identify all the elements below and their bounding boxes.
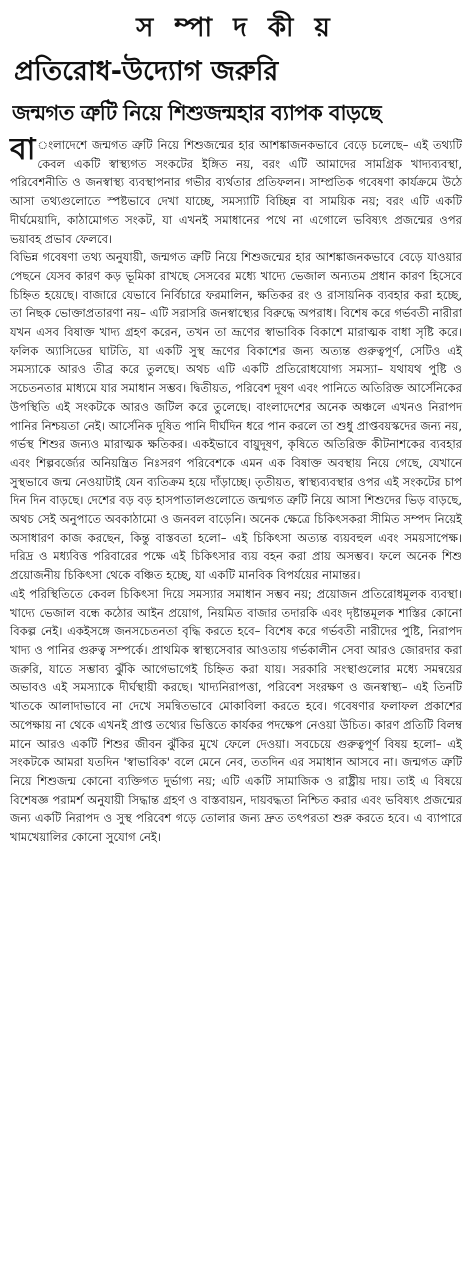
- headline: জন্মগত ত্রুটি নিয়ে শিশুজন্মহার ব্যাপক বাড়ছে: [12, 101, 381, 125]
- paragraph-3: এই পরিস্থিতিতে কেবল চিকিৎসা দিয়ে সমস্যার সমাধান সম্ভব নয়; প্রয়োজন প্রতিরোধমূলক ব্যবস্থা। খাদ্যে ভেজাল বন্ধে কঠোর আইন প্রয়োগ, নিয়মিত বাজার তদারকি এবং দৃষ্টান্তমূলক শাস্তির কোনো বিকল্প নেই। একইসঙ্গে জনসচেতনতা বৃদ্ধি করতে হবে– বিশেষ করে গর্ভবতী নারীদের পুষ্টি, নিরাপদ খাদ্য ও পানির গুরুত্ব সম্পর্কে। প্রাথমিক স্বাস্থ্যসেবার আওতায় গর্ভকালীন সেবা আরও জোরদার করা জরুরি, যাতে সম্ভাব্য ঝুঁকি আগেভাগেই চিহ্নিত করা যায়। সরকারি সংস্থাগুলোর মধ্যে সমন্বয়ের অভাবও এই সমস্যাকে দীর্ঘস্থায়ী করছে। খাদ্যনিরাপত্তা, পরিবেশ সংরক্ষণ ও জনস্বাস্থ্য– এই তিনটি খাতকে আলাদাভাবে না দেখে সমন্বিতভাবে মোকাবিলা করতে হবে। গবেষণার ফলাফল প্রকাশের অপেক্ষায় না থেকে এখনই প্রাপ্ত তথ্যের ভিত্তিতে কার্যকর পদক্ষেপ নেওয়া উচিত। কারণ প্রতিটি বিলম্ব মানে আরও একটি শিশুর জীবন ঝুঁকির মুখে ফেলে দেওয়া। সবচেয়ে গুরুত্বপূর্ণ বিষয় হলো– এই সংকটকে আমরা যতদিন 'স্বাভাবিক' বলে মেনে নেব, ততদিন এর সমাধান আসবে না। জন্মগত ত্রুটি নিয়ে শিশুজন্ম কোনো ব্যক্তিগত দুর্ভাগ্য নয়; এটি একটি সামাজিক ও রাষ্ট্রীয় দায়। তাই এ বিষয়ে বিশেষজ্ঞ পরামর্শ অনুযায়ী সিদ্ধান্ত গ্রহণ ও বাস্তবায়ন, দায়বদ্ধতা নিশ্চিত করার এবং ভবিষ্যৎ প্রজন্মের জন্য একটি নিরাপদ ও সুস্থ পরিবেশ গড়ে তোলার জন্য দ্রুত তৎপরতা শুরু করতে হবে। এ ব্যাপারে খামখেয়ালির কোনো সুযোগ নেই।: [10, 586, 462, 845]
- kicker-title: প্রতিরোধ-উদ্যোগ জরুরি: [14, 56, 279, 87]
- drop-cap: বা: [10, 132, 36, 167]
- paragraph-1-text: ংলাদেশে জন্মগত ত্রুটি নিয়ে শিশুজন্মের হার আশঙ্কাজনকভাবে বেড়ে চলেছে– এই তথ্যটি কেবল একটি স্বাস্থ্যগত সংকটের ইঙ্গিত নয়, বরং এটি আমাদের সামগ্রিক খাদ্যব্যবস্থা, পরিবেশনীতি ও জনস্বাস্থ্য ব্যবস্থাপনার গভীর ব্যর্থতার প্রতিফলন। সাম্প্রতিক গবেষণা কার্যক্রমে উঠে আসা তথ্যগুলোতে স্পষ্টভাবে দেখা যাচ্ছে, সমস্যাটি বিচ্ছিন্ন বা সাময়িক নয়; বরং এটি একটি দীর্ঘমেয়াদি, কাঠামোগত সংকট, যা এখনই সমাধানের পথে না এগোলে ভবিষ্যৎ প্রজন্মের ওপর ভয়াবহ প্রভাব ফেলবে।: [10, 138, 462, 246]
- paragraph-1: [10, 132, 462, 248]
- paragraph-2: বিভিন্ন গবেষণা তথ্য অনুযায়ী, জন্মগত ত্রুটি নিয়ে শিশুজন্মের হার আশঙ্কাজনকভাবে বেড়ে যাওয়ার পেছনে যেসব কারণ কড় ভূমিকা রাখছে সেসবের মধ্যে খাদ্যে ভেজাল অন্যতম প্রধান কারণ হিসেবে চিহ্নিত হয়েছে। বাজারে যেভাবে নির্বিচারে ফরমালিন, ক্ষতিকর রং ও রাসায়নিক ব্যবহার করা হচ্ছে, তা নিছক ভোক্তাপ্রতারণা নয়– এটি সরাসরি জনস্বাস্থ্যের বিরুদ্ধে অপরাধ। বিশেষ করে গর্ভবতী নারীরা যখন এসব বিষাক্ত খাদ্য গ্রহণ করেন, তখন তা ভ্রূণের স্বাভাবিক বিকাশে মারাত্মক বাধা সৃষ্টি করে। ফলিক অ্যাসিডের ঘাটতি, যা একটি সুস্থ ভ্রূণের বিকাশের জন্য অত্যন্ত গুরুত্বপূর্ণ, সেটিও এই সমস্যাকে আরও তীব্র করে তুলছে। অথচ এটি একটি প্রতিরোধযোগ্য সমস্যা– যথাযথ পুষ্টি ও সচেতনতার মাধ্যমে যার সমাধান সম্ভব। দ্বিতীয়ত, পরিবেশ দূষণ এবং পানিতে অতিরিক্ত আর্সেনিকের উপস্থিতি এই সংকটকে আরও জটিল করে তুলেছে। বাংলাদেশের অনেক অঞ্চলে এখনও নিরাপদ পানির নিশ্চয়তা নেই। আর্সেনিক দূষিত পানি দীর্ঘদিন ধরে পান করলে তা শুধু প্রাপ্তবয়স্কদের জন্য নয়, গর্ভস্থ শিশুর জন্যও মারাত্মক ক্ষতিকর। একইভাবে বায়ুদূষণ, কৃষিতে অতিরিক্ত কীটনাশকের ব্যবহার এবং শিল্পবর্জ্যের অনিয়ন্ত্রিত নিঃসরণ পরিবেশকে এমন এক বিষাক্ত অবস্থায় নিয়ে গেছে, যেখানে সুস্থভাবে জন্ম নেওয়াটাই যেন ব্যতিক্রম হয়ে দাঁড়াচ্ছে। তৃতীয়ত, স্বাস্থ্যব্যবস্থার ওপর এই সংকটের চাপ দিন দিন বাড়ছে। দেশের বড় বড় হাসপাতালগুলোতে জন্মগত ত্রুটি নিয়ে আসা শিশুদের ভিড় বাড়ছে, অথচ সেই অনুপাতে অবকাঠামো ও জনবল বাড়েনি। অনেক ক্ষেত্রে চিকিৎসকরা সীমিত সম্পদ নিয়েই অসাধারণ কাজ করছেন, কিন্তু বাস্তবতা হলো– এই চিকিৎসা অত্যন্ত ব্যয়বহুল এবং সময়সাপেক্ষ। দরিদ্র ও মধ্যবিত্ত পরিবারের পক্ষে এই চিকিৎসার ব্যয় বহন করা প্রায় অসম্ভব। ফলে অনেক শিশু প্রয়োজনীয় চিকিৎসা থেকে বঞ্চিত হচ্ছে, যা একটি মানবিক বিপর্যয়ের নামান্তর।: [10, 250, 462, 583]
- section-label: স ম্পা দ কী য়: [136, 13, 336, 43]
- article-body: [10, 132, 462, 847]
